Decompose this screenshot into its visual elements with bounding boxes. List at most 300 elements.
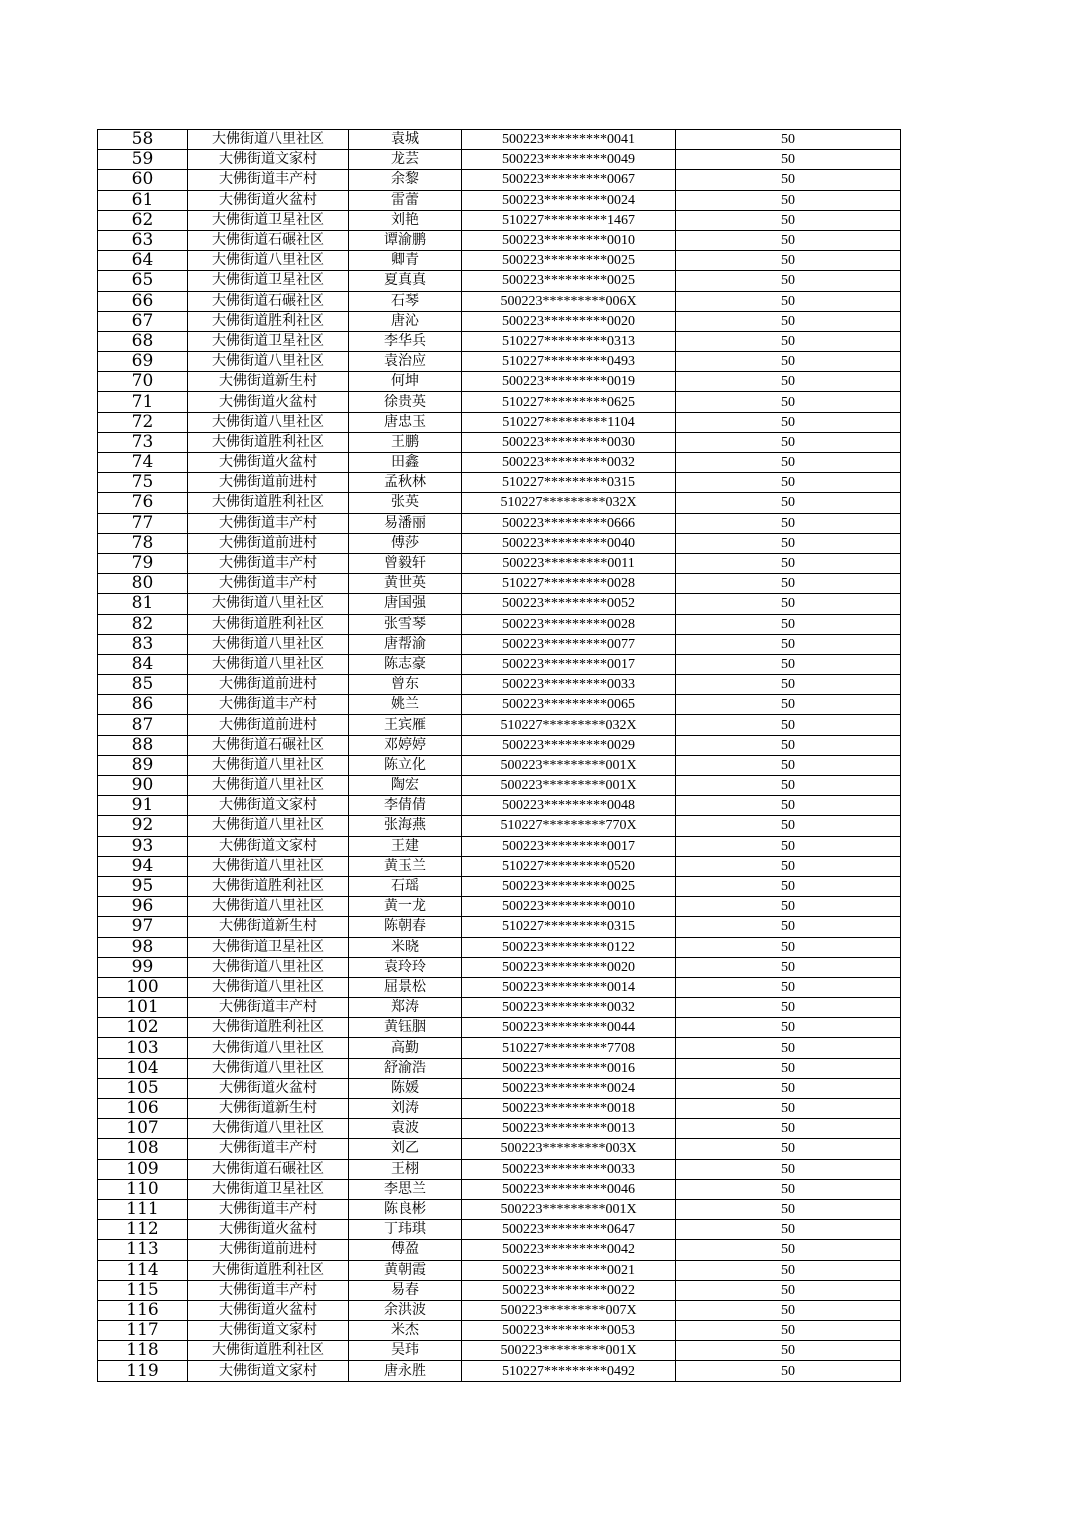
- community-cell: 大佛街道卫星社区: [188, 210, 349, 230]
- community-cell: 大佛街道火盆村: [188, 392, 349, 412]
- table-row: [98, 170, 901, 190]
- amount-cell: 50: [676, 796, 901, 816]
- table-row: [98, 150, 901, 170]
- amount-cell: 50: [676, 917, 901, 937]
- row-number-cell: 81: [98, 594, 188, 614]
- id-number-cell: 500223*********0033: [462, 1159, 676, 1179]
- row-number-cell: 78: [98, 533, 188, 553]
- id-number-cell: 500223*********0018: [462, 1099, 676, 1119]
- community-cell: 大佛街道火盆村: [188, 1078, 349, 1098]
- amount-cell: 50: [676, 1139, 901, 1159]
- id-number-cell: 500223*********0030: [462, 432, 676, 452]
- table-row: [98, 1139, 901, 1159]
- amount-cell: 50: [676, 1078, 901, 1098]
- person-name-cell: 傅盈: [349, 1240, 462, 1260]
- person-name-cell: 龙芸: [349, 150, 462, 170]
- amount-cell: 50: [676, 776, 901, 796]
- community-cell: 大佛街道丰产村: [188, 695, 349, 715]
- person-name-cell: 孟秋林: [349, 473, 462, 493]
- id-number-cell: 500223*********0025: [462, 251, 676, 271]
- amount-cell: 50: [676, 150, 901, 170]
- table-row: [98, 1038, 901, 1058]
- community-cell: 大佛街道前进村: [188, 533, 349, 553]
- person-name-cell: 谭渝鹏: [349, 230, 462, 250]
- row-number-cell: 82: [98, 614, 188, 634]
- table-row: [98, 917, 901, 937]
- row-number-cell: 64: [98, 251, 188, 271]
- row-number-cell: 73: [98, 432, 188, 452]
- id-number-cell: 500223*********0019: [462, 372, 676, 392]
- id-number-cell: 510227*********0313: [462, 331, 676, 351]
- row-number-cell: 74: [98, 453, 188, 473]
- row-number-cell: 119: [98, 1361, 188, 1381]
- person-name-cell: 石琴: [349, 291, 462, 311]
- id-number-cell: 500223*********006X: [462, 291, 676, 311]
- table-row: [98, 654, 901, 674]
- row-number-cell: 105: [98, 1078, 188, 1098]
- person-name-cell: 张英: [349, 493, 462, 513]
- community-cell: 大佛街道胜利社区: [188, 432, 349, 452]
- community-cell: 大佛街道八里社区: [188, 654, 349, 674]
- amount-cell: 50: [676, 291, 901, 311]
- amount-cell: 50: [676, 574, 901, 594]
- row-number-cell: 118: [98, 1341, 188, 1361]
- table-row: [98, 755, 901, 775]
- table-row: [98, 1099, 901, 1119]
- community-cell: 大佛街道前进村: [188, 715, 349, 735]
- person-name-cell: 余黎: [349, 170, 462, 190]
- table-row: [98, 533, 901, 553]
- amount-cell: 50: [676, 1321, 901, 1341]
- community-cell: 大佛街道八里社区: [188, 352, 349, 372]
- community-cell: 大佛街道丰产村: [188, 574, 349, 594]
- amount-cell: 50: [676, 675, 901, 695]
- amount-cell: 50: [676, 1058, 901, 1078]
- person-name-cell: 唐沁: [349, 311, 462, 331]
- person-name-cell: 黄玉兰: [349, 856, 462, 876]
- id-number-cell: 500223*********0025: [462, 271, 676, 291]
- row-number-cell: 77: [98, 513, 188, 533]
- person-name-cell: 唐永胜: [349, 1361, 462, 1381]
- row-number-cell: 114: [98, 1260, 188, 1280]
- amount-cell: 50: [676, 634, 901, 654]
- table-row: [98, 392, 901, 412]
- roster-table-body: [98, 130, 901, 1382]
- table-row: [98, 998, 901, 1018]
- person-name-cell: 黄朝霞: [349, 1260, 462, 1280]
- amount-cell: 50: [676, 412, 901, 432]
- amount-cell: 50: [676, 473, 901, 493]
- amount-cell: 50: [676, 230, 901, 250]
- id-number-cell: 500223*********0029: [462, 735, 676, 755]
- id-number-cell: 510227*********7708: [462, 1038, 676, 1058]
- id-number-cell: 510227*********0315: [462, 473, 676, 493]
- table-row: [98, 210, 901, 230]
- table-row: [98, 776, 901, 796]
- community-cell: 大佛街道丰产村: [188, 1139, 349, 1159]
- person-name-cell: 雷蕾: [349, 190, 462, 210]
- community-cell: 大佛街道文家村: [188, 1361, 349, 1381]
- amount-cell: 50: [676, 1260, 901, 1280]
- person-name-cell: 黄世英: [349, 574, 462, 594]
- community-cell: 大佛街道文家村: [188, 796, 349, 816]
- id-number-cell: 500223*********0666: [462, 513, 676, 533]
- id-number-cell: 500223*********0016: [462, 1058, 676, 1078]
- amount-cell: 50: [676, 957, 901, 977]
- table-row: [98, 1078, 901, 1098]
- person-name-cell: 舒渝浩: [349, 1058, 462, 1078]
- id-number-cell: 500223*********0025: [462, 876, 676, 896]
- amount-cell: 50: [676, 1280, 901, 1300]
- amount-cell: 50: [676, 876, 901, 896]
- id-number-cell: 500223*********0021: [462, 1260, 676, 1280]
- id-number-cell: 510227*********0028: [462, 574, 676, 594]
- row-number-cell: 85: [98, 675, 188, 695]
- person-name-cell: 徐贵英: [349, 392, 462, 412]
- community-cell: 大佛街道八里社区: [188, 776, 349, 796]
- row-number-cell: 95: [98, 876, 188, 896]
- table-row: [98, 594, 901, 614]
- person-name-cell: 易春: [349, 1280, 462, 1300]
- amount-cell: 50: [676, 755, 901, 775]
- table-row: [98, 1018, 901, 1038]
- amount-cell: 50: [676, 614, 901, 634]
- table-row: [98, 856, 901, 876]
- row-number-cell: 62: [98, 210, 188, 230]
- amount-cell: 50: [676, 392, 901, 412]
- id-number-cell: 500223*********0013: [462, 1119, 676, 1139]
- row-number-cell: 111: [98, 1199, 188, 1219]
- id-number-cell: 510227*********1467: [462, 210, 676, 230]
- community-cell: 大佛街道石碾社区: [188, 1159, 349, 1179]
- person-name-cell: 唐国强: [349, 594, 462, 614]
- amount-cell: 50: [676, 533, 901, 553]
- community-cell: 大佛街道卫星社区: [188, 331, 349, 351]
- community-cell: 大佛街道胜利社区: [188, 1341, 349, 1361]
- person-name-cell: 李华兵: [349, 331, 462, 351]
- id-number-cell: 500223*********0077: [462, 634, 676, 654]
- person-name-cell: 郑涛: [349, 998, 462, 1018]
- id-number-cell: 510227*********770X: [462, 816, 676, 836]
- amount-cell: 50: [676, 352, 901, 372]
- community-cell: 大佛街道胜利社区: [188, 876, 349, 896]
- community-cell: 大佛街道八里社区: [188, 816, 349, 836]
- amount-cell: 50: [676, 372, 901, 392]
- table-row: [98, 715, 901, 735]
- row-number-cell: 94: [98, 856, 188, 876]
- amount-cell: 50: [676, 513, 901, 533]
- row-number-cell: 90: [98, 776, 188, 796]
- person-name-cell: 姚兰: [349, 695, 462, 715]
- amount-cell: 50: [676, 594, 901, 614]
- table-row: [98, 675, 901, 695]
- row-number-cell: 98: [98, 937, 188, 957]
- community-cell: 大佛街道新生村: [188, 372, 349, 392]
- row-number-cell: 109: [98, 1159, 188, 1179]
- amount-cell: 50: [676, 897, 901, 917]
- table-row: [98, 432, 901, 452]
- community-cell: 大佛街道文家村: [188, 836, 349, 856]
- amount-cell: 50: [676, 1361, 901, 1381]
- row-number-cell: 70: [98, 372, 188, 392]
- table-row: [98, 311, 901, 331]
- person-name-cell: 袁城: [349, 130, 462, 150]
- community-cell: 大佛街道石碾社区: [188, 230, 349, 250]
- row-number-cell: 99: [98, 957, 188, 977]
- row-number-cell: 116: [98, 1300, 188, 1320]
- table-row: [98, 634, 901, 654]
- person-name-cell: 卿青: [349, 251, 462, 271]
- community-cell: 大佛街道火盆村: [188, 1220, 349, 1240]
- id-number-cell: 500223*********0042: [462, 1240, 676, 1260]
- table-row: [98, 937, 901, 957]
- id-number-cell: 500223*********0041: [462, 130, 676, 150]
- id-number-cell: 500223*********001X: [462, 776, 676, 796]
- table-row: [98, 816, 901, 836]
- id-number-cell: 500223*********0052: [462, 594, 676, 614]
- person-name-cell: 袁玲玲: [349, 957, 462, 977]
- community-cell: 大佛街道丰产村: [188, 1280, 349, 1300]
- id-number-cell: 500223*********003X: [462, 1139, 676, 1159]
- person-name-cell: 黄钰胭: [349, 1018, 462, 1038]
- id-number-cell: 510227*********0625: [462, 392, 676, 412]
- community-cell: 大佛街道新生村: [188, 1099, 349, 1119]
- row-number-cell: 84: [98, 654, 188, 674]
- id-number-cell: 500223*********001X: [462, 1341, 676, 1361]
- row-number-cell: 69: [98, 352, 188, 372]
- amount-cell: 50: [676, 654, 901, 674]
- amount-cell: 50: [676, 1018, 901, 1038]
- amount-cell: 50: [676, 453, 901, 473]
- person-name-cell: 田鑫: [349, 453, 462, 473]
- table-row: [98, 130, 901, 150]
- community-cell: 大佛街道八里社区: [188, 594, 349, 614]
- amount-cell: 50: [676, 1240, 901, 1260]
- amount-cell: 50: [676, 251, 901, 271]
- id-number-cell: 500223*********0048: [462, 796, 676, 816]
- amount-cell: 50: [676, 695, 901, 715]
- amount-cell: 50: [676, 553, 901, 573]
- row-number-cell: 68: [98, 331, 188, 351]
- person-name-cell: 陶宏: [349, 776, 462, 796]
- person-name-cell: 李思兰: [349, 1179, 462, 1199]
- amount-cell: 50: [676, 1341, 901, 1361]
- row-number-cell: 106: [98, 1099, 188, 1119]
- id-number-cell: 500223*********0017: [462, 836, 676, 856]
- row-number-cell: 100: [98, 977, 188, 997]
- community-cell: 大佛街道八里社区: [188, 856, 349, 876]
- community-cell: 大佛街道丰产村: [188, 170, 349, 190]
- amount-cell: 50: [676, 170, 901, 190]
- person-name-cell: 傅莎: [349, 533, 462, 553]
- row-number-cell: 59: [98, 150, 188, 170]
- row-number-cell: 112: [98, 1220, 188, 1240]
- id-number-cell: 500223*********0010: [462, 230, 676, 250]
- row-number-cell: 79: [98, 553, 188, 573]
- id-number-cell: 500223*********0067: [462, 170, 676, 190]
- person-name-cell: 张海燕: [349, 816, 462, 836]
- table-row: [98, 230, 901, 250]
- community-cell: 大佛街道胜利社区: [188, 493, 349, 513]
- person-name-cell: 石瑶: [349, 876, 462, 896]
- row-number-cell: 93: [98, 836, 188, 856]
- amount-cell: 50: [676, 311, 901, 331]
- id-number-cell: 500223*********0122: [462, 937, 676, 957]
- id-number-cell: 510227*********032X: [462, 493, 676, 513]
- id-number-cell: 500223*********007X: [462, 1300, 676, 1320]
- row-number-cell: 63: [98, 230, 188, 250]
- id-number-cell: 500223*********001X: [462, 755, 676, 775]
- id-number-cell: 500223*********0049: [462, 150, 676, 170]
- amount-cell: 50: [676, 1220, 901, 1240]
- amount-cell: 50: [676, 715, 901, 735]
- table-row: [98, 614, 901, 634]
- community-cell: 大佛街道新生村: [188, 917, 349, 937]
- row-number-cell: 101: [98, 998, 188, 1018]
- person-name-cell: 余洪波: [349, 1300, 462, 1320]
- table-row: [98, 1058, 901, 1078]
- id-number-cell: 500223*********0022: [462, 1280, 676, 1300]
- table-row: [98, 513, 901, 533]
- person-name-cell: 王栩: [349, 1159, 462, 1179]
- community-cell: 大佛街道文家村: [188, 150, 349, 170]
- table-row: [98, 251, 901, 271]
- table-row: [98, 1119, 901, 1139]
- community-cell: 大佛街道前进村: [188, 473, 349, 493]
- table-row: [98, 372, 901, 392]
- person-name-cell: 邓婷婷: [349, 735, 462, 755]
- row-number-cell: 102: [98, 1018, 188, 1038]
- id-number-cell: 500223*********0020: [462, 311, 676, 331]
- amount-cell: 50: [676, 856, 901, 876]
- person-name-cell: 王宾雁: [349, 715, 462, 735]
- row-number-cell: 117: [98, 1321, 188, 1341]
- community-cell: 大佛街道丰产村: [188, 553, 349, 573]
- community-cell: 大佛街道丰产村: [188, 513, 349, 533]
- amount-cell: 50: [676, 432, 901, 452]
- table-row: [98, 493, 901, 513]
- community-cell: 大佛街道前进村: [188, 1240, 349, 1260]
- person-name-cell: 米晓: [349, 937, 462, 957]
- id-number-cell: 500223*********0647: [462, 1220, 676, 1240]
- id-number-cell: 510227*********0520: [462, 856, 676, 876]
- person-name-cell: 刘涛: [349, 1099, 462, 1119]
- table-row: [98, 1220, 901, 1240]
- row-number-cell: 75: [98, 473, 188, 493]
- row-number-cell: 107: [98, 1119, 188, 1139]
- person-name-cell: 王鹏: [349, 432, 462, 452]
- table-row: [98, 1159, 901, 1179]
- id-number-cell: 500223*********0046: [462, 1179, 676, 1199]
- amount-cell: 50: [676, 1038, 901, 1058]
- community-cell: 大佛街道卫星社区: [188, 271, 349, 291]
- id-number-cell: 500223*********0017: [462, 654, 676, 674]
- row-number-cell: 86: [98, 695, 188, 715]
- table-row: [98, 1321, 901, 1341]
- table-row: [98, 1361, 901, 1381]
- table-row: [98, 1240, 901, 1260]
- community-cell: 大佛街道卫星社区: [188, 1179, 349, 1199]
- table-row: [98, 1341, 901, 1361]
- row-number-cell: 108: [98, 1139, 188, 1159]
- community-cell: 大佛街道八里社区: [188, 755, 349, 775]
- row-number-cell: 89: [98, 755, 188, 775]
- row-number-cell: 58: [98, 130, 188, 150]
- row-number-cell: 110: [98, 1179, 188, 1199]
- row-number-cell: 60: [98, 170, 188, 190]
- id-number-cell: 500223*********0011: [462, 553, 676, 573]
- id-number-cell: 510227*********0315: [462, 917, 676, 937]
- person-name-cell: 陈媛: [349, 1078, 462, 1098]
- row-number-cell: 80: [98, 574, 188, 594]
- person-name-cell: 王建: [349, 836, 462, 856]
- table-row: [98, 190, 901, 210]
- community-cell: 大佛街道火盆村: [188, 1300, 349, 1320]
- row-number-cell: 72: [98, 412, 188, 432]
- row-number-cell: 113: [98, 1240, 188, 1260]
- row-number-cell: 88: [98, 735, 188, 755]
- table-row: [98, 1260, 901, 1280]
- person-name-cell: 陈立化: [349, 755, 462, 775]
- person-name-cell: 丁玮琪: [349, 1220, 462, 1240]
- person-name-cell: 陈良彬: [349, 1199, 462, 1219]
- amount-cell: 50: [676, 977, 901, 997]
- community-cell: 大佛街道八里社区: [188, 977, 349, 997]
- row-number-cell: 76: [98, 493, 188, 513]
- id-number-cell: 500223*********0065: [462, 695, 676, 715]
- id-number-cell: 500223*********0024: [462, 190, 676, 210]
- id-number-cell: 510227*********0493: [462, 352, 676, 372]
- person-name-cell: 刘艳: [349, 210, 462, 230]
- person-name-cell: 陈朝春: [349, 917, 462, 937]
- person-name-cell: 曾东: [349, 675, 462, 695]
- community-cell: 大佛街道丰产村: [188, 1199, 349, 1219]
- row-number-cell: 115: [98, 1280, 188, 1300]
- row-number-cell: 91: [98, 796, 188, 816]
- row-number-cell: 83: [98, 634, 188, 654]
- id-number-cell: 500223*********0028: [462, 614, 676, 634]
- table-row: [98, 352, 901, 372]
- table-row: [98, 957, 901, 977]
- table-row: [98, 735, 901, 755]
- id-number-cell: 500223*********0044: [462, 1018, 676, 1038]
- person-name-cell: 袁波: [349, 1119, 462, 1139]
- amount-cell: 50: [676, 1159, 901, 1179]
- person-name-cell: 陈志豪: [349, 654, 462, 674]
- person-name-cell: 唐忠玉: [349, 412, 462, 432]
- community-cell: 大佛街道胜利社区: [188, 614, 349, 634]
- community-cell: 大佛街道胜利社区: [188, 311, 349, 331]
- table-row: [98, 897, 901, 917]
- table-row: [98, 473, 901, 493]
- amount-cell: 50: [676, 190, 901, 210]
- community-cell: 大佛街道八里社区: [188, 634, 349, 654]
- row-number-cell: 87: [98, 715, 188, 735]
- table-row: [98, 836, 901, 856]
- community-cell: 大佛街道胜利社区: [188, 1260, 349, 1280]
- id-number-cell: 510227*********032X: [462, 715, 676, 735]
- person-name-cell: 高勤: [349, 1038, 462, 1058]
- id-number-cell: 500223*********0014: [462, 977, 676, 997]
- table-row: [98, 553, 901, 573]
- table-row: [98, 291, 901, 311]
- row-number-cell: 66: [98, 291, 188, 311]
- community-cell: 大佛街道胜利社区: [188, 1018, 349, 1038]
- roster-table: [97, 129, 901, 1382]
- id-number-cell: 500223*********0024: [462, 1078, 676, 1098]
- community-cell: 大佛街道八里社区: [188, 251, 349, 271]
- row-number-cell: 67: [98, 311, 188, 331]
